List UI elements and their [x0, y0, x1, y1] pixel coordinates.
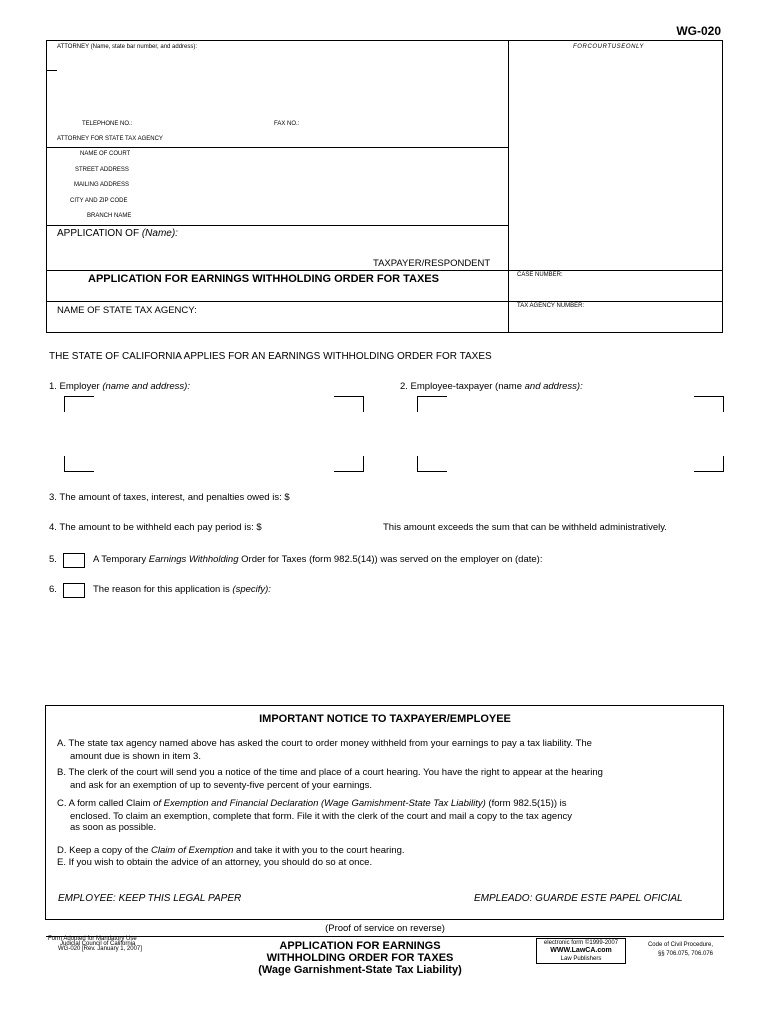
item6-number: 6. [49, 584, 57, 595]
item5-number: 5. [49, 554, 57, 565]
keep-legal-paper-en: EMPLOYEE: KEEP THIS LEGAL PAPER [58, 893, 242, 904]
form-title: APPLICATION FOR EARNINGS WITHHOLDING ORDER FOR TAXES [88, 273, 439, 285]
item6-checkbox[interactable] [63, 583, 85, 598]
state-statement: THE STATE OF CALIFORNIA APPLIES FOR AN EARNINGS WITHHOLDING ORDER FOR TAXES [49, 351, 492, 362]
notice-a-line1: A. The state tax agency named above has asked the court to order money withheld from your earnings to pay a tax liability. The [57, 738, 592, 749]
item2-employee: 2. Employee-taxpayer (name and address): [400, 381, 583, 392]
form-number: WG-020 [676, 24, 721, 38]
attorney-for-label: ATTORNEY FOR STATE TAX AGENCY [57, 136, 163, 142]
street-address-label: STREET ADDRESS [75, 167, 129, 173]
employer-address-corner-tl [64, 396, 94, 412]
notice-heading: IMPORTANT NOTICE TO TAXPAYER/EMPLOYEE [259, 713, 511, 725]
caption-box [46, 40, 723, 333]
employee-address-corner-br [694, 456, 724, 472]
court-use-label: FORCOURTUSEONLY [573, 44, 645, 50]
employer-address-corner-tr [334, 396, 364, 412]
caption-divider [508, 40, 509, 333]
case-number-label: CASE NUMBER: [517, 272, 563, 278]
notice-b-line2: and ask for an exemption of up to seventy-five percent of your earnings. [70, 780, 373, 791]
employee-address-corner-tr [694, 396, 724, 412]
notice-e-line: E. If you wish to obtain the advice of an attorney, you should do so at once. [57, 857, 373, 868]
agency-name-label: NAME OF STATE TAX AGENCY: [57, 305, 197, 316]
keep-legal-paper-es: EMPLEADO: GUARDE ESTE PAPEL OFICIAL [474, 893, 683, 904]
taxpayer-respondent-label: TAXPAYER/RESPONDENT [373, 258, 491, 269]
adopted-notice: Form Adopted for Mandatory Use Judicial Council of California WG-020 [Rev. January 1, 2007] [48, 936, 142, 952]
employer-address-corner-br [334, 456, 364, 472]
code-of-civil-procedure: Code of Civil Procedure, §§ 706.075, 706.076 [647, 942, 713, 957]
fax-label: FAX NO.: [274, 121, 300, 127]
city-zip-label: CITY AND ZIP CODE [70, 198, 128, 204]
attorney-label: ATTORNEY (Name, state bar number, and address): [57, 44, 198, 50]
notice-a-line2: amount due is shown in item 3. [70, 751, 201, 762]
item4-amount-withheld: 4. The amount to be withheld each pay period is: $ [49, 522, 262, 533]
branch-name-label: BRANCH NAME [87, 213, 132, 219]
notice-c-line3: as soon as possible. [70, 822, 157, 833]
notice-b-line1: B. The clerk of the court will send you a notice of the time and place of a court hearing. You have the right to appear at the hearing [57, 767, 603, 778]
employee-address-corner-tl [417, 396, 447, 412]
employer-address-corner-bl [64, 456, 94, 472]
item3-amount-owed: 3. The amount of taxes, interest, and penalties owed is: $ [49, 492, 290, 503]
proof-of-service-note: (Proof of service on reverse) [325, 923, 445, 934]
item6-text: The reason for this application is (specify): [93, 584, 271, 595]
notice-d-line: D. Keep a copy of the Claim of Exemption and take it with you to the court hearing. [57, 845, 405, 856]
item4-note: This amount exceeds the sum that can be withheld administratively. [383, 522, 667, 533]
telephone-label: TELEPHONE NO.: [82, 121, 133, 127]
item5-text: A Temporary Earnings Withholding Order for Taxes (form 982.5(14)) was served on the employer on (date): [93, 554, 543, 565]
footer-title: APPLICATION FOR EARNINGS WITHHOLDING ORDER FOR TAXES (Wage Garnishment-State Tax Liability) [258, 940, 462, 976]
employee-address-corner-bl [417, 456, 447, 472]
notice-c-line2: enclosed. To claim an exemption, complete that form. File it with the clerk of the court and mail a copy to the tax agency [70, 811, 572, 822]
agency-number-label: TAX AGENCY NUMBER: [517, 303, 585, 309]
name-of-court-label: NAME OF COURT [80, 151, 131, 157]
mailing-address-label: MAILING ADDRESS [74, 182, 130, 188]
application-of-label: APPLICATION OF (Name): [57, 228, 178, 239]
efile-text: electronic form ©1999-2007 WWW.LawCA.com Law Publishers [543, 940, 619, 962]
footer-rule [46, 936, 724, 937]
item5-checkbox[interactable] [63, 553, 85, 568]
notice-c-line1: C. A form called Claim of Exemption and Financial Declaration (Wage Gamishment-State Tax Liability) (form 982.5(15)) is [57, 798, 567, 809]
item1-employer: 1. Employer (name and address): [49, 381, 190, 392]
